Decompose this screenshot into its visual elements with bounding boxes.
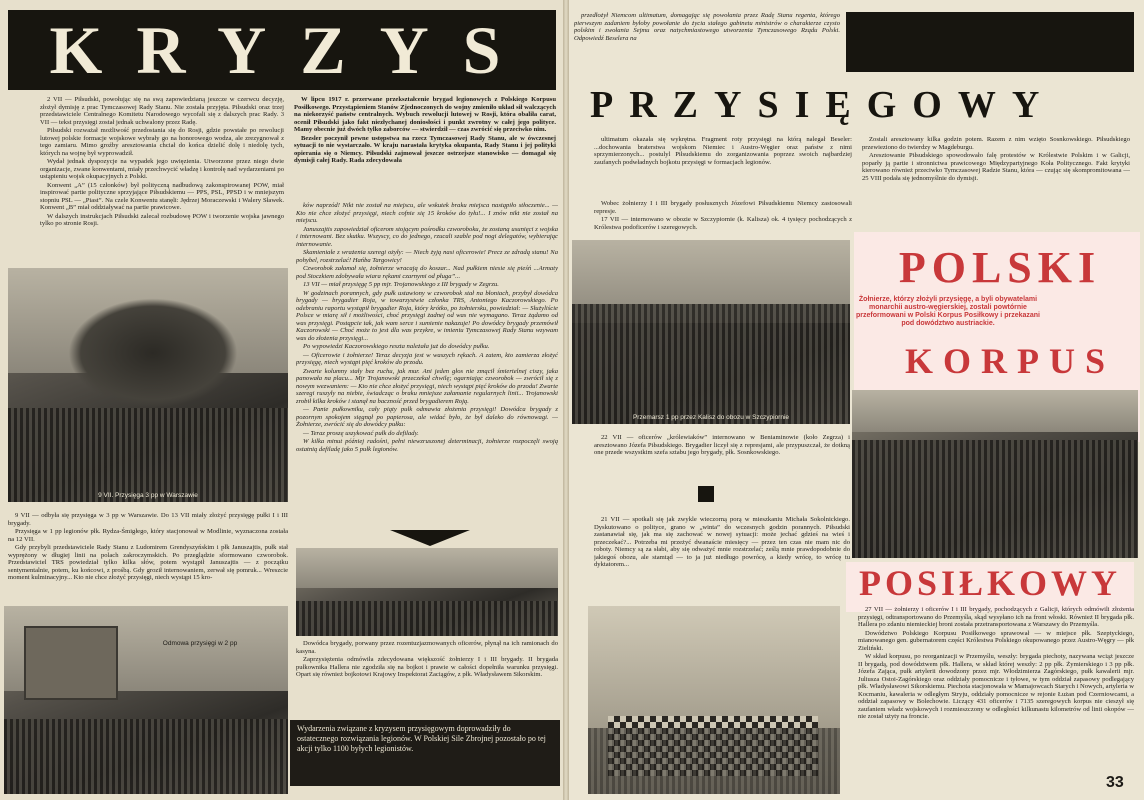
page-number: 33 [1106, 774, 1124, 791]
paragraph: Piłsudski rozważał możliwość przedostania się do Rosji, gdzie powstałe po rewolucji lutowej polskie formacje wojskowe wybrały go na honorowego wodza, ale zrezygnował z tego zamiaru. Mimo groźby aresztowania chciał do końca dzielić dolę i niedolę tych, których na wojnę był wyprowadził. [40, 127, 284, 157]
paragraph: Wobec żołnierzy I i III brygady posłusznych Józefowi Piłsudskiemu Niemcy zastosowali represje. [594, 200, 852, 215]
photo-officers-table [588, 606, 840, 794]
title-kryzys: KRYZYS [49, 11, 535, 88]
title-banner-przysiegowy [572, 80, 1138, 130]
paragraph: Zwarte kolumny stały bez ruchu, jak mur. Ani jeden głos nie zmącił śmiertelnej ciszy, jaka panowała na placu... Mjr Trojanowski przeczekał chwilę; ogarniając czworobok — zwrócił się z nowym wezwaniem: — Kto nie chce złożyć przysięgi, niech wystąpi pięć kroków do przodu! Zwarte szeregi ruszyły na niebie, świadcząc o braku mniejsze załamanie regularnych linii... Trojanowski zrobił kilka kroków i stanął na baczność przed brygadierem Roją. [296, 367, 558, 405]
paragraph: 17 VII — internowano w obozie w Szczypiornie (k. Kalisza) ok. 4 tysięcy pochodzących z Królestwa podoficerów i szeregowych. [594, 216, 852, 231]
title-bar [846, 12, 1134, 72]
paragraph: — Teraz proszę uszykować pułk do defilady. [303, 429, 419, 437]
paragraph: Aresztowanie Piłsudskiego spowodowało falę protestów w Królestwie Polskim i w Galicji, poparły ją partie i stronnictwa prawicowego Międzypartyjnego Koła Politycznego. Fakt krytyki kierowano również przeciwko Tymczasowej Radzie Stanu, która — czując się skompromitowana — 25 VIII podała się jednomyślnie do dymisji. [862, 152, 1130, 182]
photo2-caption: Odmowa przysięgi w 2 pp [162, 640, 238, 647]
page-gutter [563, 0, 569, 800]
photo-march-kalisz [572, 240, 850, 424]
col2-bottom-text [296, 640, 558, 720]
sokolnicki-text [594, 516, 850, 606]
paragraph: przedłożył Niemcom ultimatum, domagając się powołania przez Radę Stanu regenta, którego pierwszym zadaniem byłoby powołanie do życia stałego gabinetu ministrów o charakterze czysto polskim i zwołania Sejmu oraz natychmiastowego utworzenia Tymczasowego Rządu Polski. Odpowiedź Beselera na [574, 12, 840, 42]
photo-formation-field [296, 548, 558, 636]
paragraph: 27 VII — żołnierzy i oficerów I i III brygady, pochodzących z Galicji, których odmówili złożenia przysięgi, odtransportowano do Przemyśla, skąd wysyłano ich na front włoski. Również II brygada płk. Hallera po zdaniu niemieckiej broni została przetransportowana z Warszawy do Przemyśla. [858, 606, 1134, 628]
title-banner-kryzys [8, 10, 556, 90]
title-korpus: KORPUS [904, 341, 1115, 381]
paragraph: ultimatum okazała się wykrętna. Fragment roty przysięgi na którą nalegał Beseler: ...dochowania braterstwa wojskom Niemiec i Austro-Węgier oraz państw z nimi sprzymierzonych... postulyl Piłsudskiemu do zorganizowania poprzez swoich najbardziej zaufanych podwładnych bojkotu przysięgi w formacjach legionów. [594, 136, 852, 166]
paragraph: 13 VII — miał przysięgę 5 pp mjr. Trojanowskiego z III brygady w Zegrzu. [303, 281, 499, 288]
paragraph: W godzinach porannych, gdy pułk ustawiony w czworobok stał na błoniach, przybył dowódca brygady — brygadier Roja, w towarzystwie członka TRS, Antoniego Kaczorowskiego. Po odebraniu raportu wystąpił brygadier Roja, który krótko, po żołniersku, powiedział: — Służyliście Polsce w miarę sił i możliwości, choć przysięgi żadnej od was nie wymagano. Teraz żądamo od was przysięgi. Postąpcie tak, jak wam serce i sumienie nakazuje! Po dowódcy brygady przemówił Kaczorowski — Choć może to jest dla was przykre, w imieniu Tymczasowej Rady Stanu wzywam was do złożenia przysięgi... [296, 289, 558, 342]
paragraph: Zostali aresztowany kilka godzin potem. Razem z nim wzięto Sosnkowskiego. Piłsudskiego przewieziono do twierdzy w Magdeburgu. [862, 136, 1130, 151]
title-przysiegowy: PRZYSIĘGOWY [590, 84, 1056, 126]
col1-bottom-text [8, 512, 288, 604]
paragraph: Gdy przybyli przedstawiciele Rady Stanu z Ludomirem Grendyszyńskim i płk Januszajtis, pułk stał wyprężony w długiej linii na polach zakroczymskich. Po przeglądzie sformowano czworobok. Przedstawiciel TRS powiedział tylko kilka słów, potem wystąpił Januszajtis — z początku sentymentalnie, potem, ku końcowi, z prośbą. Gdy groził internowaniem, zerwał się pomruk... Wreszcie moment kulminacyjny... Kto nie chce złożyć przysięgi, niech wystąpi 15 kro- [8, 544, 288, 581]
photo-oath-3pp-warsaw [8, 268, 288, 502]
paragraph: Bezsler poczynił pewne ustępstwa na rzecz Tymczasowej Rady Stanu, ale w ówczesnej sytuacji to nie wystarczało. W kraju narastała krytyka okupanta, Rady Stanu i jej polityki opierania się o Niemcy. Piłsudski zajmował jeszcze ostrzejsze stanowisko — domagał się dymisji całej Rady. Rada zdecydowała [294, 134, 556, 164]
paragraph: Wydał jednak dyspozycje na wypadek jego uwięzienia. Utworzone przez niego dwie organizacje, zwane konwentami, miały przechwycić władzę i kontrolę nad wydarzeniami po ustąpieniu wojsk okupacyjnych z Polski. [40, 158, 284, 180]
title-posilkowy: POSIŁKOWY [846, 562, 1134, 612]
middle-column [296, 202, 558, 527]
photo-refusal-2pp [4, 606, 288, 794]
paragraph: Po wypowiedzi Kaczorowskiego reszta należała już do dowódcy pułku. [303, 343, 490, 350]
photo3-caption: Przemarsz 1 pp przez Kalisz do obozu w Szczypiornie [632, 414, 790, 421]
photo-soldiers-group [852, 390, 1138, 558]
arrest-text [862, 136, 1130, 216]
paragraph: Konwent „A” (15 członków) był polityczną nadbudową zakonspirowanej POW, miał inspirować partie polityczne sprzyjające Piłsudskiemu — PPS, PSL, PPSD i w mniejszym stopniu PSL — „Piast”. Na czele Konwentu stanęli: Jędrzej Moraczewski i Walery Sławek. Konwent „B” miał oddziaływać na partie prawicowe. [40, 181, 284, 211]
ultimatum-text [594, 136, 852, 196]
paragraph: W kilka minut później radośni, pełni niewzruszonej determinacji, żołnierze rozpoczęli swoją ostatnią defiladę jako 5 pułk legionów. [296, 438, 558, 453]
summary-text: Wydarzenia związane z kryzysem przysięgowym doprowadziły do ostatecznego rozwiązania legionów. W Polskiej Sile Zbrojnej pozostało po tej akcji tylko 1100 byłych legionistów. [297, 724, 546, 753]
top-right-column [294, 96, 556, 198]
paragraph: W skład korpusu, po reorganizacji w Przemyślu, weszły: brygada piechoty, nazywana wciąż jeszcze II brygadą, pod dowództwem płk. Hallera, w skład której weszły: 2 pp płk. Żymierskiego i 3 pp płk. Józefa Zająca, pułk artylerii dowodzony przez mjr. Włodzimierza Zagórskiego, pułk kawalerii mjr. Juliusza Ostoi-Zagórskiego oraz oddziały pomocnicze i tyłowe, w tym oddział zapasowy podlegający płk. Władysławowi Sikorskiemu. Piechota stacjonowała w Mamajowcach Starych i Nowych, artyleria w Kocmaniu, kawaleria w odległym Stryju, oddziały pomocnicze w rejonie Łużan pod Czerniowcami, a oddział zapasowy w Bolechowie. Liczący 431 oficerów i 7135 szeregowych korpus nie cieszył się zaufaniem władz wojskowych i rozmieszczony w odległości kilkunastu kilometrów od linii okopów — nie został użyty na froncie. [858, 653, 1134, 720]
paragraph: 22 VII — oficerów „królewiaków” internowano w Beniaminowie (koło Zegrza) i aresztowano Józefa Piłsudskiego. Brygadier liczył się z represjami, ale przypuszczał, że dotkną one przede wszystkim szefa sztabu jego brygady, płk. Sosnkowskiego. [594, 434, 850, 456]
paragraph: Dowództwo Polskiego Korpusu Posiłkowego sprawował — w miejsce płk. Szeptyckiego, mianowanego gen. gubernatorem części Królestwa Polskiego okupowanego przez Austro-Węgry — płk Zieliński. [858, 629, 1134, 652]
intro-column [40, 96, 284, 268]
paragraph: W dalszych instrukcjach Piłsudski zalecał rozbudowę POW i tworzenie wojska jawnego tylko po stronie Rosji. [40, 212, 284, 227]
paragraph: Przysięga w 1 pp legionów płk. Rydza-Śmigłego, który stacjonował w Modlinie, wyznaczona została na 12 VII. [8, 528, 288, 543]
paragraph: — Panie pułkowniku, cały piąty pułk odmawia złożenia przysięgi! Dowódca brygady z pozornym spokojem sięgnął po papierosa, ale widać było, że był daleko do równowagi. — Żołnierze, zwrócić się do dowódcy pułku: [296, 406, 558, 428]
polski-subtitle: Żołnierze, którzy złożyli przysięgę, a byli obywatelami monarchii austro-węgierskiej, zostali powtórnie przeformowani w Polski Korpus Posiłkowy i przekazani pod dowództwo austriackie. [856, 296, 1040, 327]
korpus-text [858, 606, 1134, 788]
paragraph: Czworobok załamał się, żołnierze wracają do koszar... Nad pułkiem niesie się pieśń ...Armaty pod Stoczkiem zdobywała wiara rękami czarnymi od pługa”... [296, 265, 558, 280]
divider-square-icon [698, 486, 714, 502]
paragraph: — Oficerowie i żołnierze! Teraz decyzja jest w waszych rękach. A zatem, kto zamierza złożyć przysięgę, niech wystąpi pięć kroków do przodu. [296, 351, 558, 366]
paragraph: 21 VII — spotkali się jak zwykle wieczorną porą w mieszkaniu Michała Sokolnickiego. Dyskutowano o polityce, grano w „winta” do wczesnych godzin porannych. Piłsudski zastanawiał się, jak ma się zachować w nowej sytuacji: może jechać gdzieś na wieś i przeczekać?... Potrzeba mi przeżyć dwanaście miesięcy — przez ten czas nie mam nic do roboty. Niemcy są za słabi, aby się odważyć mnie rozstrzelać; ześlą mnie prawdopodobnie do jakiegoś obozu, ale stamtąd — to ja już niedługo powrócę, a kiedy wrócę, to wrócę tu dyktatorem... [594, 516, 850, 568]
paragraph: Dowódca brygady, porwany przez rozentuzjazmowanych oficerów, płynął na ich ramionach do kasyna. [296, 640, 558, 655]
paragraph: ków naprzód! Nikt nie został na miejscu, ale wskutek braku miejsca nastąpiło stłoczenie... — Kto nie chce złożyć przysięgi, niech cofnie się 15 kroków do tyłu!... I znów nikt nie został na miejscu. [296, 202, 558, 224]
paragraph: 2 VII — Piłsudski, powołując się na swą zapowiedzianą jeszcze w czerwcu decyzję, złożył dymisję z prac Tymczasowej Rady Stanu. Nie została przyjęta. Piłsudski oraz trzej przedstawiciele Centralnego Komitetu Narodowego wycofali się z dalszych prac Rady. 3 VII — tekst przysięgi został jednak uchwalony przez Radę. [40, 96, 284, 126]
paragraph: Skamieniałe z wrażenia szeregi ożyły: — Niech żyją nasi oficerowie! Precz ze zdradą stanu! Na pohybel, rozstrzelać! Hańba Targowicy! [296, 249, 558, 264]
paragraph: Januszajtis zapowiedział oficerom stojącym pośrodku czworoboku, że zostaną usunięci z wojska i internowani. Bez skutku. Wszyscy, co do jednego, rzucali szable pod nogi delegatów, wybierając internowanie. [296, 225, 558, 248]
paragraph: 9 VII — odbyła się przysięga w 3 pp w Warszawie. Do 13 VII miały złożyć przysięgę pułki I i III brygady. [8, 512, 288, 527]
paragraph: W lipcu 1917 r. przerwane przekształcenie brygad legionowych z Polskiego Korpusu Posiłkowego. Przystąpieniem Stanów Zjednoczonych do wojny zmieniło układ sił walczących na niekorzyść państw centralnych. Wybuch rewolucji lutowej w Rosji, która obaliła carat, ocenił Piłsudski jako fakt niezłychanej doniosłości i punkt zwrotny w całej jego polityce. Mamy obecnie już dwóch tylko zaborców — stwierdził — czas zwrócić się przeciwko nim. [294, 96, 556, 133]
paragraph: Zaprzysiężenia odmówiła zdecydowana większość żołnierzy I i III brygady. II brygada pułkownika Hallera nie zgodziła się na bojkot i prawie w całości dopełniła warunku przysięgi. Opart się również bojkotowi Krajowy Inspektorat Zaciągów, z płk. Władysławem Sikorskim. [296, 656, 558, 678]
beniaminow-text [594, 434, 850, 490]
summary-dark-box [290, 720, 560, 786]
photo1-caption: 9 VII. Przysięga 3 pp w Warszawie [98, 492, 198, 499]
down-arrow-icon [390, 530, 470, 546]
title-polski: POLSKI [898, 243, 1102, 292]
repression-text [594, 200, 852, 236]
right-top-text [574, 12, 840, 68]
